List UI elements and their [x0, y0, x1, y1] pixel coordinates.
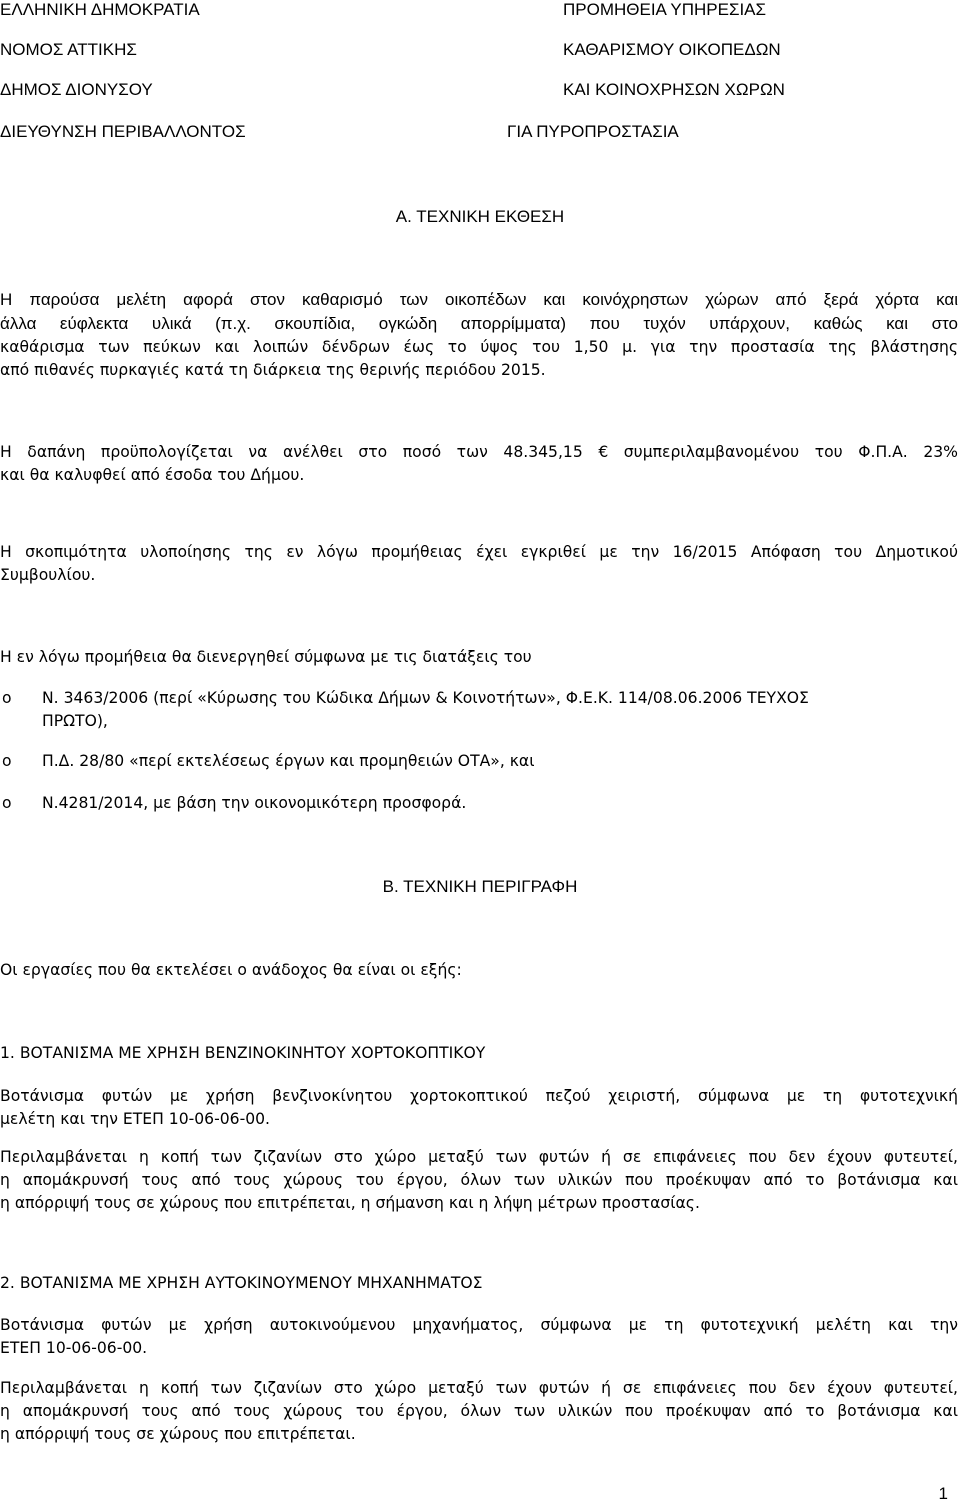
bullet-marker: o — [2, 689, 12, 707]
provision-item: Ν. 3463/2006 (περί «Κύρωσης του Κώδικα Δήμων & Κοινοτήτων», Φ.Ε.Κ. 114/08.06.2006 ΤΕΥΧΟΣ — [42, 689, 809, 707]
intro-line: Η παρούσα μελέτη αφορά στον καθαρισμό των οικοπέδων και κοινόχρηστων χώρων από ξερά χόρτα και — [0, 290, 958, 309]
item1-incl-line: η απομάκρυνσή τους από τους χώρους του έργου, όλων των υλικών που προέκυψαν από το βοτάνισμα και — [0, 1171, 958, 1189]
item2-incl-line: η απομάκρυνσή τους από τους χώρους του έργου, όλων των υλικών που προέκυψαν από το βοτάνισμα και — [0, 1402, 958, 1420]
item2-heading: 2. ΒΟΤΑΝΙΣΜΑ ΜΕ ΧΡΗΣΗ ΑΥΤΟΚΙΝΟΥΜΕΝΟΥ ΜΗΧΑΝΗΜΑΤΟΣ — [0, 1274, 483, 1292]
intro-line: από πιθανές πυρκαγιές κατά τη διάρκεια της θερινής περιόδου 2015. — [0, 361, 546, 379]
item1-desc-line: μελέτη και την ΕΤΕΠ 10-06-06-00. — [0, 1110, 270, 1128]
header-left-line: ΝΟΜΟΣ ΑΤΤΙΚΗΣ — [0, 40, 137, 59]
cost-line: και θα καλυφθεί από έσοδα του Δήμου. — [0, 466, 305, 484]
section-b-intro: Οι εργασίες που θα εκτελέσει ο ανάδοχος θα είναι οι εξής: — [0, 961, 462, 979]
header-right-line: ΓΙΑ ΠΥΡΟΠΡΟΣΤΑΣΙΑ — [507, 122, 679, 141]
item1-desc-line: Βοτάνισμα φυτών με χρήση βενζινοκίνητου χορτοκοπτικού πεζού χειριστή, σύμφωνα με τη φυτοτεχνική — [0, 1087, 958, 1105]
intro-line-start: άλλα εύφλεκτα υλικά (π.χ. σκουπίδια, ογκώδη απορρίμματα) που τυχόν υπάρχουν, καθώς και στο — [0, 314, 958, 333]
item2-incl-line: Περιλαμβάνεται η κοπή των ζιζανίων στο χώρο μεταξύ των φυτών ή σε επιφάνειες που δεν έχουν φυτευτεί, — [0, 1379, 958, 1397]
item1-incl-line: η απόρριψή τους σε χώρους που επιτρέπεται, η σήμανση και η λήψη μέτρων προστασίας. — [0, 1194, 700, 1212]
item2-desc-line: ΕΤΕΠ 10-06-06-00. — [0, 1339, 148, 1357]
approval-line: Συμβουλίου. — [0, 566, 96, 584]
intro-line: καθάρισμα των πεύκων και λοιπών δένδρων έως το ύψος του 1,50 μ. για την προστασία της βλάστησης — [0, 338, 958, 356]
cost-line: Η δαπάνη προϋπολογίζεται να ανέλθει στο ποσό των 48.345,15 € συμπεριλαμβανομένου του Φ.Π.Α. 23% — [0, 443, 958, 461]
bullet-marker: o — [2, 794, 12, 812]
provision-item: Ν.4281/2014, με βάση την οικονομικότερη προσφορά. — [42, 794, 467, 812]
item1-incl-line: Περιλαμβάνεται η κοπή των ζιζανίων στο χώρο μεταξύ των φυτών ή σε επιφάνειες που δεν έχουν φυτευτεί, — [0, 1148, 958, 1166]
section-b-title: Β. ΤΕΧΝΙΚΗ ΠΕΡΙΓΡΑΦΗ — [382, 877, 578, 896]
header-left-line: ΔΗΜΟΣ ΔΙΟΝΥΣΟΥ — [0, 80, 153, 99]
provision-item: Π.Δ. 28/80 «περί εκτελέσεως έργων και προμηθειών ΟΤΑ», και — [42, 752, 535, 770]
header-left-line: ΕΛΛΗΝΙΚΗ ΔΗΜΟΚΡΑΤΙΑ — [0, 0, 200, 19]
item2-desc-line: Βοτάνισμα φυτών με χρήση αυτοκινούμενου μηχανήματος, σύμφωνα με τη φυτοτεχνική μελέτη και την — [0, 1316, 958, 1334]
header-right-line: ΚΑΙ ΚΟΙΝΟΧΡΗΣΩΝ ΧΩΡΩΝ — [563, 80, 785, 99]
item2-incl-line: η απόρριψή τους σε χώρους που επιτρέπεται. — [0, 1425, 356, 1443]
page-number: 1 — [938, 1484, 948, 1503]
item1-heading: 1. ΒΟΤΑΝΙΣΜΑ ΜΕ ΧΡΗΣΗ ΒΕΝΖΙΝΟΚΙΝΗΤΟΥ ΧΟΡΤΟΚΟΠΤΙΚΟΥ — [0, 1044, 486, 1062]
provisions-intro: Η εν λόγω προμήθεια θα διενεργηθεί σύμφωνα με τις διατάξεις του — [0, 648, 532, 666]
approval-line: Η σκοπιμότητα υλοποίησης της εν λόγω προμήθειας έχει εγκριθεί με την 16/2015 Απόφαση του Δημοτικού — [0, 543, 958, 561]
header-left-line: ΔΙΕΥΘΥΝΣΗ ΠΕΡΙΒΑΛΛΟΝΤΟΣ — [0, 122, 246, 141]
bullet-marker: o — [2, 752, 12, 770]
header-right-line: ΚΑΘΑΡΙΣΜΟΥ ΟΙΚΟΠΕΔΩΝ — [563, 40, 781, 59]
section-a-title: Α. ΤΕΧΝΙΚΗ ΕΚΘΕΣΗ — [395, 207, 565, 226]
provision-item-cont: ΠΡΩΤΟ), — [42, 712, 108, 730]
header-right-line: ΠΡΟΜΗΘΕΙΑ ΥΠΗΡΕΣΙΑΣ — [563, 0, 767, 19]
